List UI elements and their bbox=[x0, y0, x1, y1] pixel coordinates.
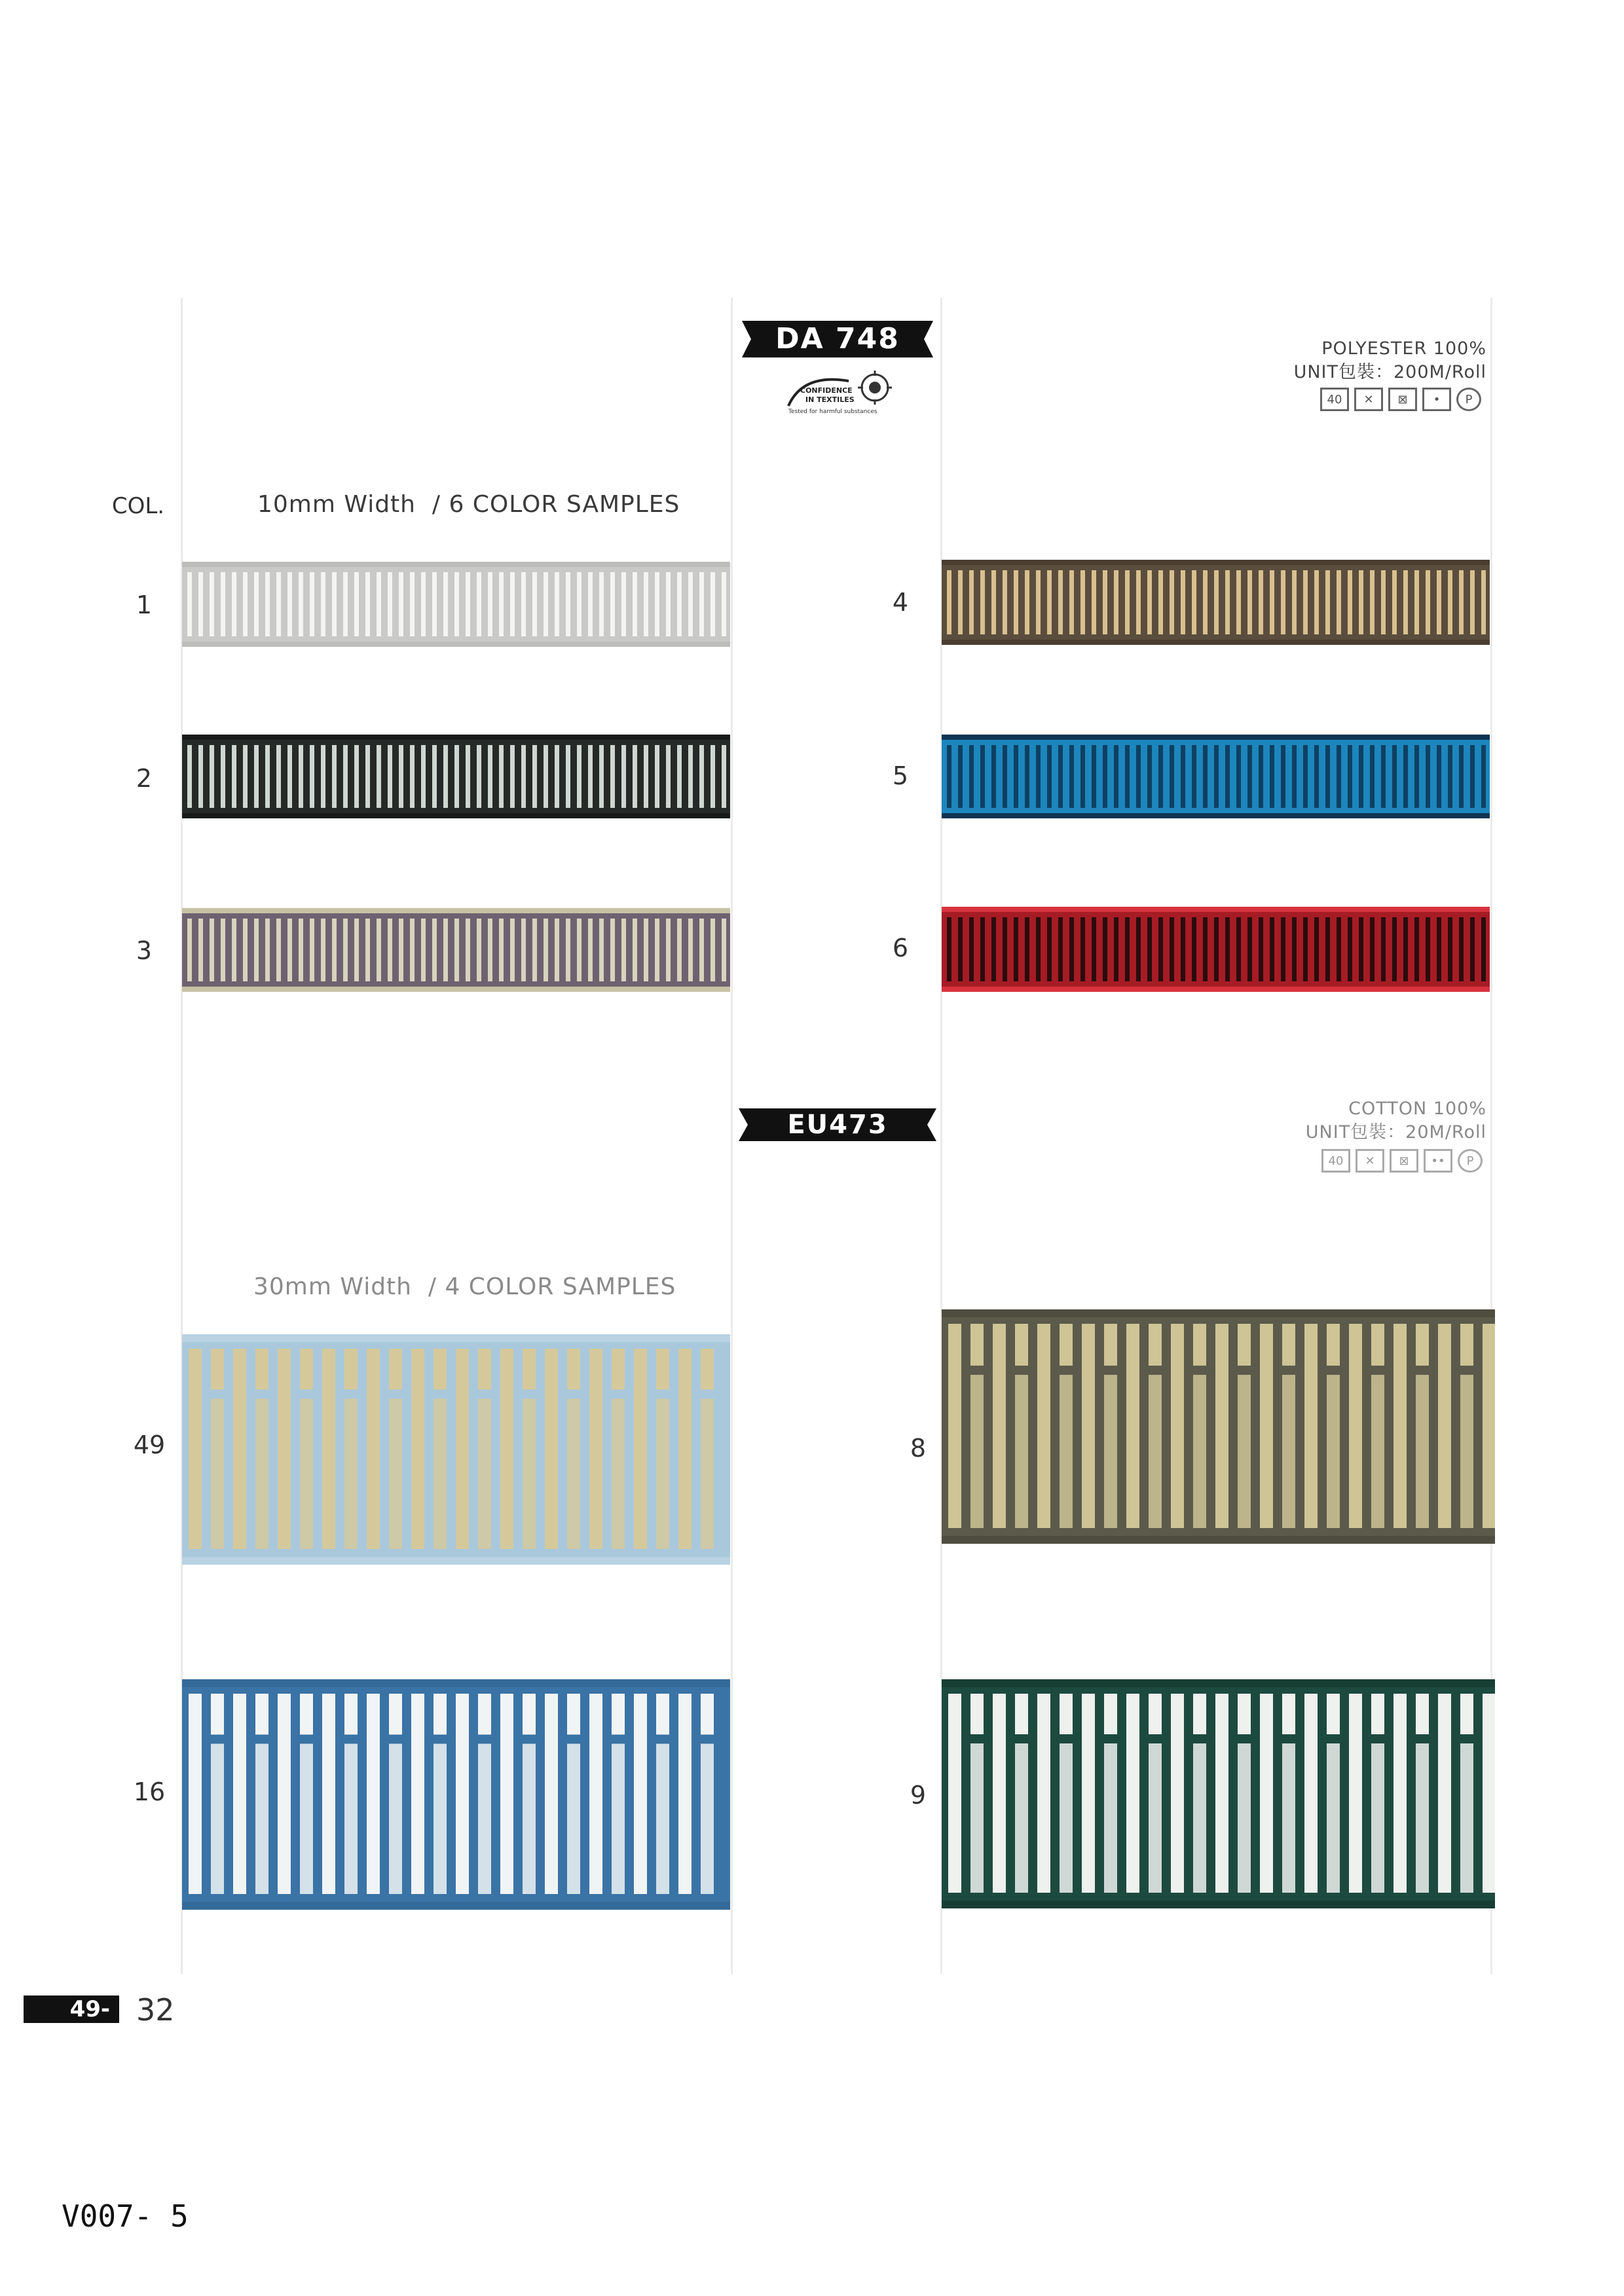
ribbon-sample-4 bbox=[942, 560, 1490, 645]
col-label-1: 1 bbox=[136, 591, 153, 619]
iron-medium-icon: •• bbox=[1424, 1149, 1452, 1173]
ribbon-graphic bbox=[942, 560, 1490, 645]
col-label-3: 3 bbox=[136, 936, 153, 965]
col-label-5: 5 bbox=[892, 761, 909, 790]
cert-line-3: Tested for harmful substances bbox=[788, 409, 877, 415]
wash-40-icon: 40 bbox=[1320, 388, 1349, 411]
col-label-16: 16 bbox=[133, 1777, 166, 1806]
ribbon-graphic bbox=[182, 1679, 730, 1910]
ribbon-graphic bbox=[942, 1679, 1495, 1908]
ribbon-sample-16 bbox=[182, 1679, 730, 1910]
product-code-top: DA 748 bbox=[775, 322, 900, 355]
no-tumble-dry-icon: ⊠ bbox=[1390, 1149, 1418, 1173]
product-code-bottom: EU473 bbox=[787, 1110, 888, 1140]
column-header: COL. bbox=[111, 493, 165, 519]
care-icons-top bbox=[1290, 388, 1481, 411]
ribbon-sample-1 bbox=[182, 562, 730, 647]
page-badge-text: 49- bbox=[69, 1996, 110, 2022]
material-bottom: COTTON 100% bbox=[1348, 1099, 1486, 1119]
ribbon-graphic bbox=[942, 907, 1490, 992]
catalog-code: V007- 5 bbox=[62, 2198, 189, 2234]
ribbon-sample-2 bbox=[182, 735, 730, 818]
subtitle-bottom: 30mm Width / 4 COLOR SAMPLES bbox=[253, 1273, 676, 1300]
confidence-in-textiles-logo bbox=[783, 367, 895, 427]
no-tumble-dry-icon: ⊠ bbox=[1388, 388, 1417, 411]
col-label-8: 8 bbox=[910, 1434, 927, 1463]
col-label-9: 9 bbox=[910, 1781, 927, 1810]
unit-bottom: UNIT包裝：20M/Roll bbox=[1305, 1122, 1486, 1142]
dry-clean-icon: P bbox=[1458, 1149, 1483, 1173]
col-label-4: 4 bbox=[892, 588, 909, 617]
cert-line-2: IN TEXTILES bbox=[805, 395, 855, 404]
ribbon-graphic bbox=[182, 735, 730, 818]
care-icons-bottom bbox=[1291, 1149, 1483, 1173]
product-code-banner-top bbox=[742, 321, 933, 357]
ribbon-sample-49 bbox=[182, 1334, 730, 1565]
ribbon-sample-3 bbox=[182, 908, 730, 992]
ribbon-graphic bbox=[182, 1334, 730, 1565]
wash-40-icon: 40 bbox=[1321, 1149, 1350, 1173]
ribbon-graphic bbox=[182, 908, 730, 992]
product-code-banner-bottom bbox=[739, 1108, 936, 1141]
subtitle-top: 10mm Width / 6 COLOR SAMPLES bbox=[257, 491, 680, 518]
cert-line-1: CONFIDENCE bbox=[800, 386, 853, 395]
page-number: 32 bbox=[136, 1992, 175, 2028]
ribbon-sample-9 bbox=[942, 1679, 1495, 1908]
ribbon-sample-5 bbox=[942, 735, 1490, 818]
ribbon-graphic bbox=[942, 1309, 1495, 1544]
material-top: POLYESTER 100% bbox=[1321, 338, 1486, 359]
material-spec-bottom bbox=[1159, 1097, 1486, 1144]
no-bleach-icon: ✕ bbox=[1356, 1149, 1384, 1173]
ribbon-graphic bbox=[182, 562, 730, 647]
no-bleach-icon: ✕ bbox=[1354, 388, 1383, 411]
unit-top: UNIT包裝：200M/Roll bbox=[1293, 362, 1486, 382]
iron-low-icon: • bbox=[1422, 388, 1451, 411]
page-badge bbox=[24, 1995, 119, 2023]
ribbon-sample-8 bbox=[942, 1309, 1495, 1544]
col-label-49: 49 bbox=[133, 1430, 166, 1459]
col-label-2: 2 bbox=[136, 764, 153, 793]
dry-clean-icon: P bbox=[1456, 388, 1481, 411]
ribbon-graphic bbox=[942, 735, 1490, 818]
ribbon-sample-6 bbox=[942, 907, 1490, 992]
material-spec-top bbox=[1159, 337, 1486, 384]
col-label-6: 6 bbox=[892, 934, 909, 962]
